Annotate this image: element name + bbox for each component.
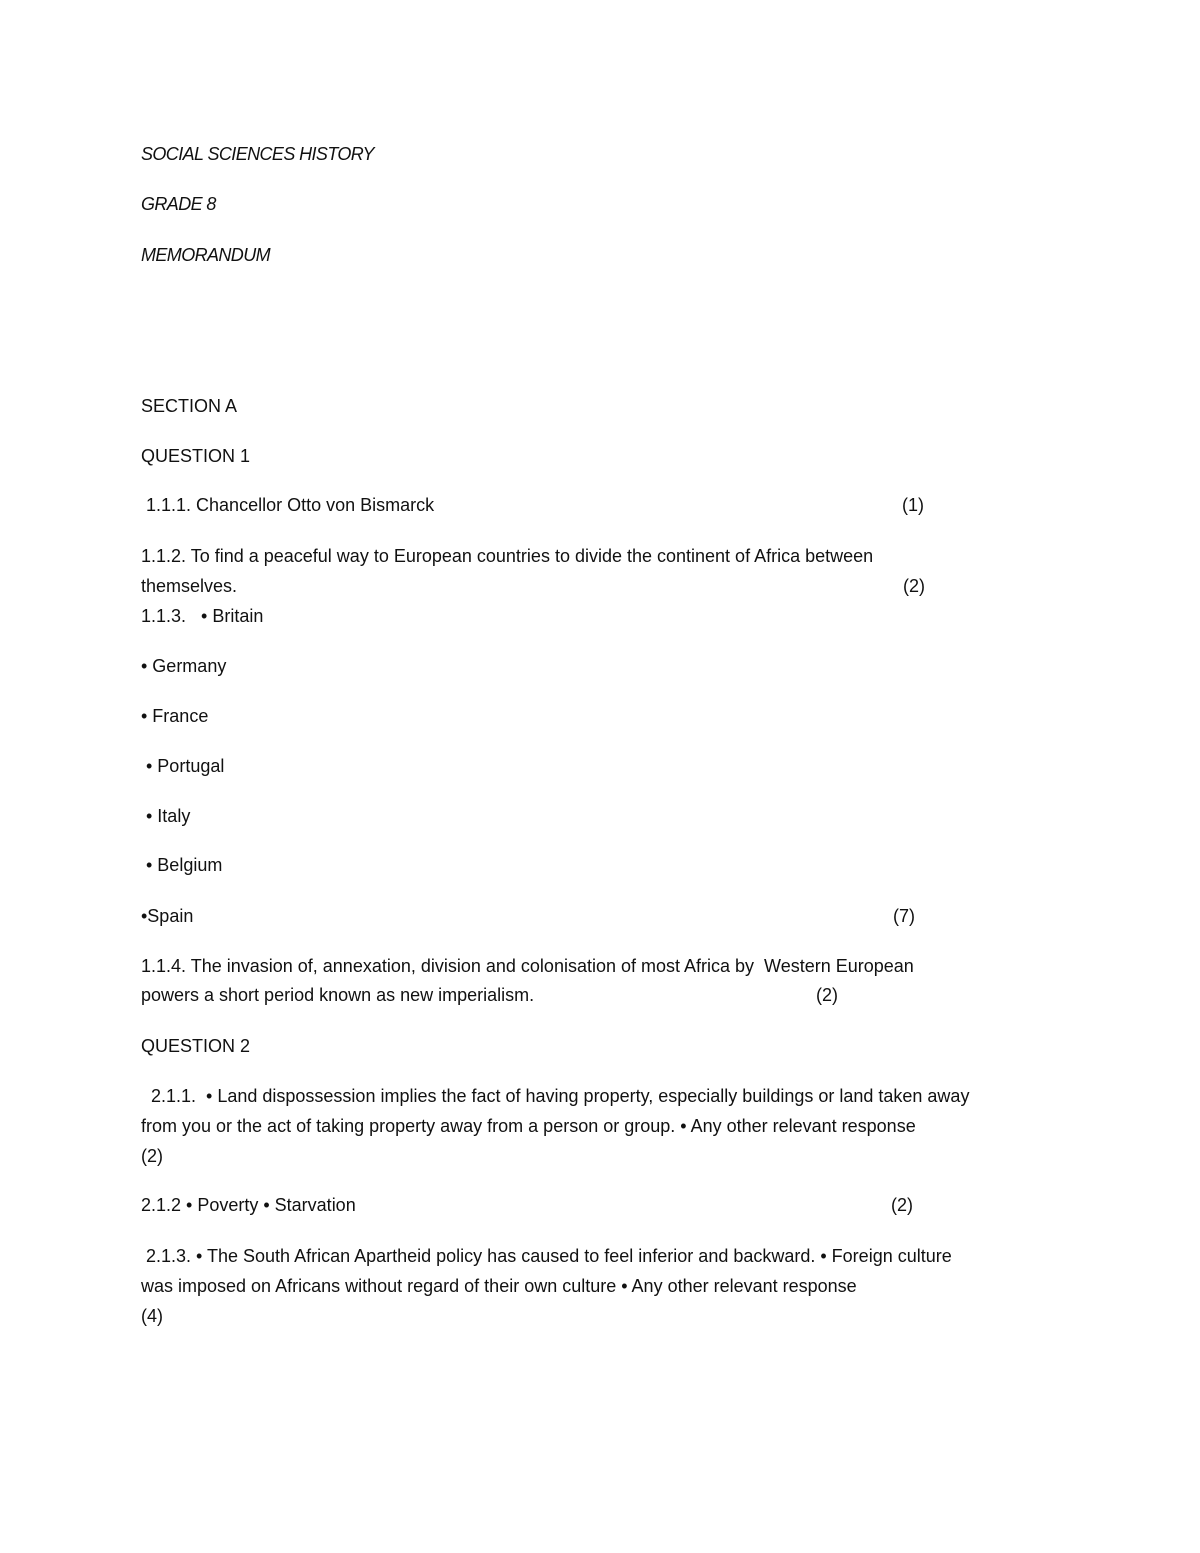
mark-2-1-2: (2) bbox=[891, 1195, 913, 1215]
list-item: • Belgium bbox=[141, 855, 223, 875]
mark-1-1-4: (2) bbox=[816, 985, 838, 1005]
mark-1-1-1: (1) bbox=[902, 495, 924, 515]
list-item: • Portugal bbox=[141, 756, 225, 776]
answer-1-1-4-line2: powers a short period known as new imperialism. bbox=[141, 985, 535, 1005]
answer-1-1-3-first: 1.1.3. • Britain bbox=[141, 606, 264, 626]
list-item: •Spain bbox=[141, 906, 194, 926]
answer-1-1-2-line2: themselves. bbox=[141, 576, 238, 596]
question1-heading: QUESTION 1 bbox=[141, 446, 251, 466]
answer-2-1-1-line1: 2.1.1. • Land dispossession implies the fact of having property, especially buildings or land taken away bbox=[141, 1086, 970, 1106]
mark-2-1-3: (4) bbox=[141, 1306, 163, 1326]
answer-1-1-4-line1: 1.1.4. The invasion of, annexation, division and colonisation of most Africa by Western European bbox=[141, 956, 914, 976]
list-item: • France bbox=[141, 706, 209, 726]
answer-1-1-2-line1: 1.1.2. To find a peaceful way to European countries to divide the continent of Africa between bbox=[141, 546, 874, 566]
mark-1-1-3: (7) bbox=[893, 906, 915, 926]
question2-heading: QUESTION 2 bbox=[141, 1036, 251, 1056]
mark-2-1-1: (2) bbox=[141, 1146, 163, 1166]
answer-2-1-3-line2: was imposed on Africans without regard of their own culture • Any other relevant response bbox=[141, 1276, 857, 1296]
mark-1-1-2: (2) bbox=[903, 576, 925, 596]
answer-2-1-3-line1: 2.1.3. • The South African Apartheid policy has caused to feel inferior and backward. • Foreign culture bbox=[141, 1246, 952, 1266]
answer-2-1-2: 2.1.2 • Poverty • Starvation bbox=[141, 1195, 356, 1215]
list-item: • Italy bbox=[141, 806, 191, 826]
answer-1-1-1: 1.1.1. Chancellor Otto von Bismarck bbox=[141, 495, 435, 515]
memorandum-title: MEMORANDUM bbox=[141, 245, 270, 265]
section-heading: SECTION A bbox=[141, 396, 238, 416]
answer-2-1-1-line2: from you or the act of taking property away from a person or group. • Any other relevant response bbox=[141, 1116, 916, 1136]
subject-title: SOCIAL SCIENCES HISTORY bbox=[141, 144, 374, 164]
list-item: • Germany bbox=[141, 656, 227, 676]
grade-title: GRADE 8 bbox=[141, 194, 216, 214]
